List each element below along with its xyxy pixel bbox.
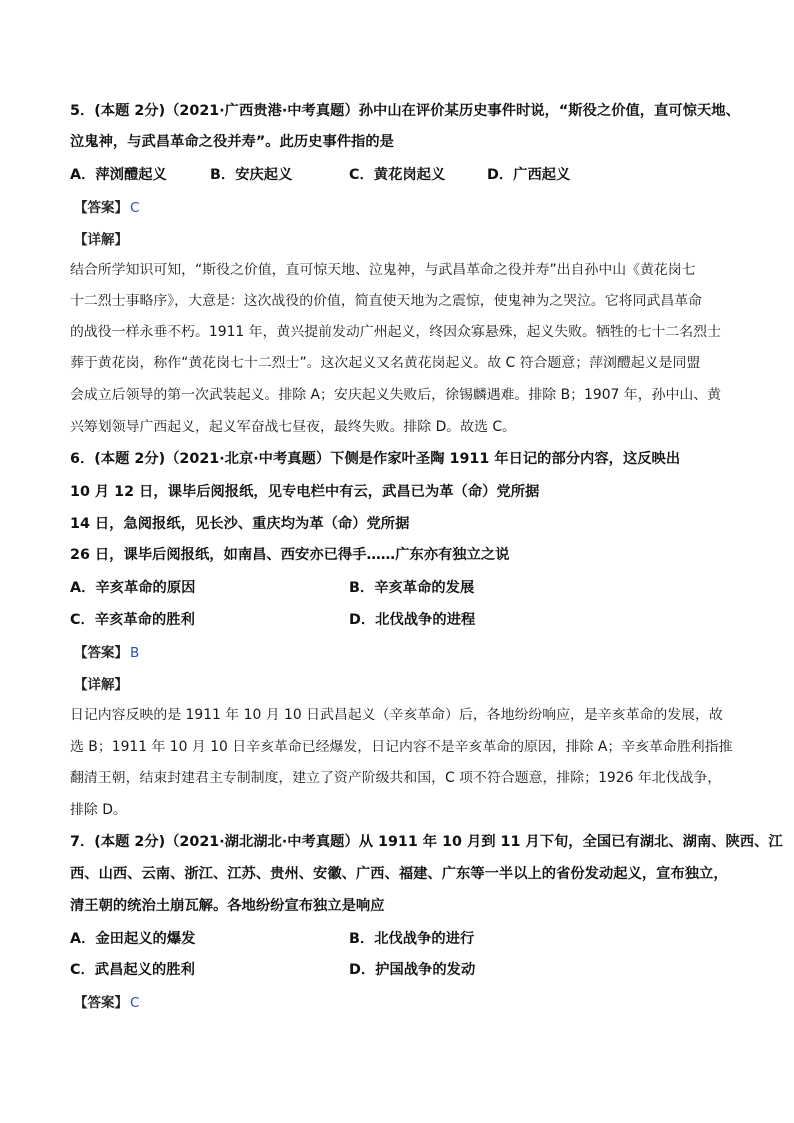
q7-answer-tag: 【答案】 — [74, 995, 128, 1011]
q6-diary-line-3: 26 日，课毕后阅报纸，如南昌、西安亦已得手……广东亦有独立之说 — [70, 547, 510, 563]
q5-option-c: C．黄花岗起义 — [349, 167, 446, 183]
q6-diary-line-1: 10 月 12 日，课毕后阅报纸，见专电栏中有云，武昌已为革（命）党所据 — [70, 484, 540, 500]
q6-detail-line-4: 排除 D。 — [70, 802, 127, 818]
q5-detail-line-1: 结合所学知识可知，“斯役之价值，直可惊天地、泣鬼神，与武昌革命之役并寿”出自孙中山《黄花岗七 — [70, 262, 696, 278]
q5-stem-line-2: 泣鬼神，与武昌革命之役并寿”。此历史事件指的是 — [70, 134, 394, 150]
q7-stem-line-3: 清王朝的统治土崩瓦解。各地纷纷宣布独立是响应 — [70, 898, 385, 914]
q7-answer-value: C — [130, 995, 140, 1011]
q6-option-a: A．辛亥革命的原因 — [70, 580, 196, 596]
q6-option-c: C．辛亥革命的胜利 — [70, 612, 195, 628]
q6-option-d: D．北伐战争的进程 — [349, 612, 476, 628]
q5-option-d: D．广西起义 — [487, 167, 571, 183]
q5-detail-line-2: 十二烈士事略序》，大意是：这次战役的价值，简直使天地为之震惊，使鬼神为之哭泣。它将同武昌革命 — [70, 293, 703, 309]
q7-stem-line-1: 7．(本题 2分)（2021·湖北湖北·中考真题）从 1911 年 10 月到 11 月下旬，全国已有湖北、湖南、陕西、江 — [70, 834, 783, 850]
q5-answer-row — [74, 196, 139, 216]
q7-option-d: D．护国战争的发动 — [349, 962, 476, 978]
q5-detail-line-4: 葬于黄花岗，称作“黄花岗七十二烈士”。这次起义又名黄花岗起义。故 C 符合题意；萍浏醴起义是同盟 — [70, 355, 701, 371]
q5-detail-tag: 【详解】 — [74, 232, 128, 248]
q6-detail-line-2: 选 B；1911 年 10 月 10 日辛亥革命已经爆发，日记内容不是辛亥革命的原因，排除 A；辛亥革命胜利指推 — [70, 739, 733, 755]
q7-stem-line-2: 西、山西、云南、浙江、江苏、贵州、安徽、广西、福建、广东等一半以上的省份发动起义，宣布独立， — [70, 866, 728, 882]
q7-option-b: B．北伐战争的进行 — [349, 931, 475, 947]
q6-diary-line-2: 14 日，急阅报纸，见长沙、重庆均为革（命）党所据 — [70, 516, 410, 532]
q7-answer-row — [74, 991, 139, 1011]
q6-answer-row — [74, 641, 139, 661]
q6-detail-line-1: 日记内容反映的是 1911 年 10 月 10 日武昌起义（辛亥革命）后，各地纷纷响应，是辛亥革命的发展，故 — [70, 707, 723, 723]
q7-option-c: C．武昌起义的胜利 — [70, 962, 195, 978]
q5-answer-tag: 【答案】 — [74, 200, 128, 216]
q5-detail-line-6: 兴筹划领导广西起义，起义军奋战七昼夜，最终失败。排除 D。故选 C。 — [70, 419, 516, 435]
q6-answer-tag: 【答案】 — [74, 645, 128, 661]
q5-answer-value: C — [130, 200, 140, 216]
q5-detail-line-3: 的战役一样永垂不朽。1911 年，黄兴提前发动广州起义，终因众寡悬殊，起义失败。牺牲的七十二名烈士 — [70, 324, 721, 340]
q6-answer-value: B — [130, 645, 140, 661]
q6-stem-line-1: 6．(本题 2分)（2021·北京·中考真题）下侧是作家叶圣陶 1911 年日记的部分内容，这反映出 — [70, 451, 681, 467]
q6-option-b: B．辛亥革命的发展 — [349, 580, 475, 596]
q7-option-a: A．金田起义的爆发 — [70, 931, 196, 947]
q5-detail-line-5: 会成立后领导的第一次武装起义。排除 A；安庆起义失败后，徐锡麟遇难。排除 B；1907 年，孙中山、黄 — [70, 387, 722, 403]
q5-option-b: B．安庆起义 — [210, 167, 293, 183]
q6-detail-tag: 【详解】 — [74, 677, 128, 693]
q6-detail-line-3: 翻清王朝，结束封建君主专制制度，建立了资产阶级共和国，C 项不符合题意，排除；1926 年北伐战争， — [70, 770, 722, 786]
q5-option-a: A．萍浏醴起义 — [70, 167, 167, 183]
q5-stem-line-1: 5．(本题 2分)（2021·广西贵港·中考真题）孙中山在评价某历史事件时说，“斯役之价值，直可惊天地、 — [70, 103, 740, 119]
